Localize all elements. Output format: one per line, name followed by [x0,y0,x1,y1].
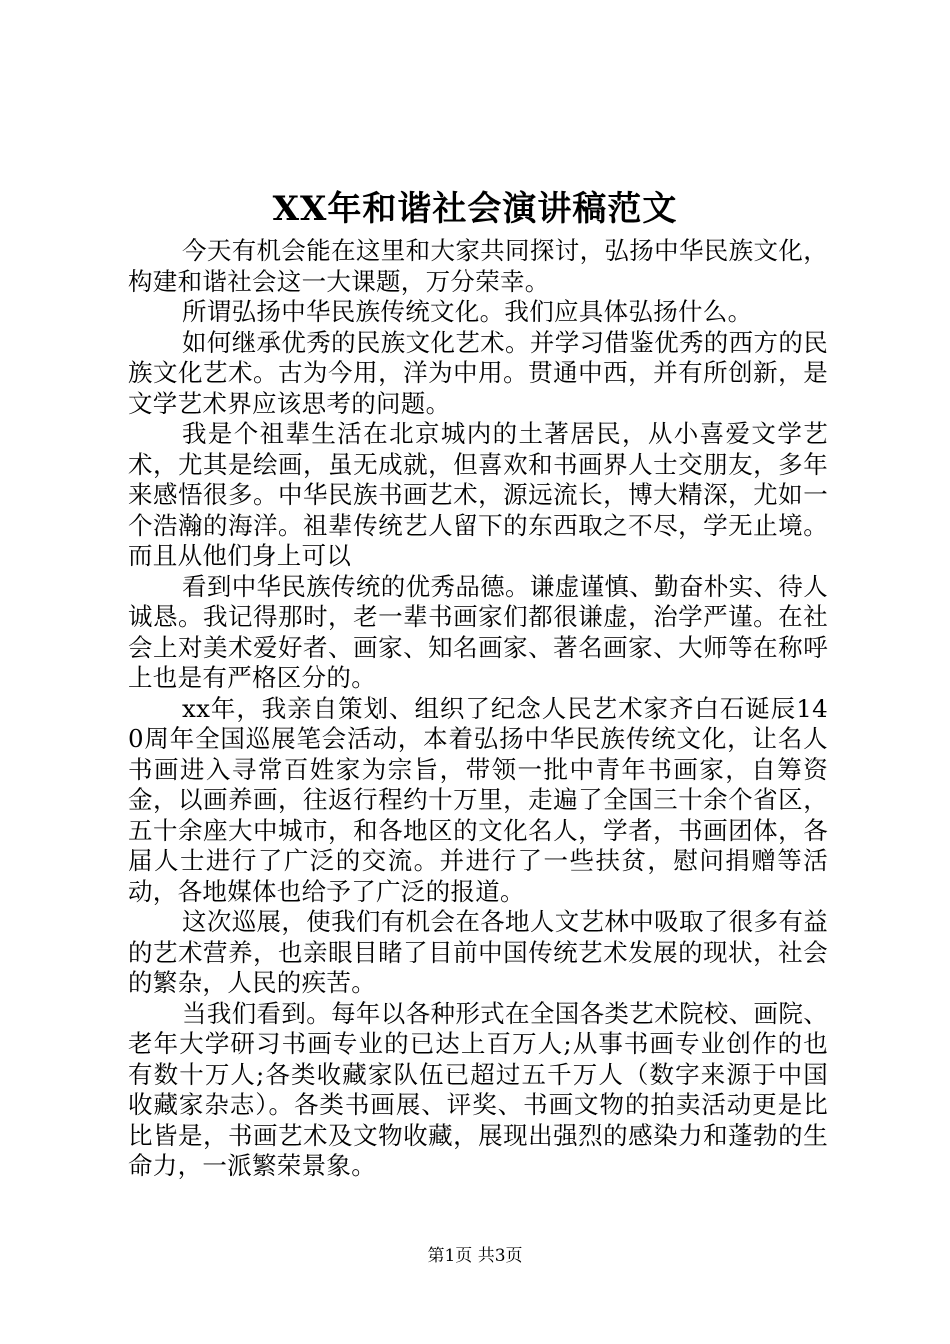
paragraph-1: 今天有机会能在这里和大家共同探讨，弘扬中华民族文化，构建和谐社会这一大课题，万分荣幸。 [128,236,828,296]
paragraph-8: 当我们看到。每年以各种形式在全国各类艺术院校、画院、老年大学研习书画专业的已达上百万人;从事书画专业创作的也有数十万人;各类收藏家队伍已超过五千万人（数字来源于中国收藏家杂志）。各类书画展、评奖、书画文物的拍卖活动更是比比皆是，书画艺术及文物收藏，展现出强烈的感染力和蓬勃的生命力，一派繁荣景象。 [128,998,828,1180]
paragraph-3: 如何继承优秀的民族文化艺术。并学习借鉴优秀的西方的民族文化艺术。古为今用，洋为中用。贯通中西，并有所创新，是文学艺术界应该思考的问题。 [128,327,828,418]
document-title: XX年和谐社会演讲稿范文 [272,189,678,229]
page-footer: 第1页 共3页 [427,1246,523,1266]
paragraph-4: 我是个祖辈生活在北京城内的土著居民，从小喜爱文学艺术，尤其是绘画，虽无成就，但喜欢和书画界人士交朋友，多年来感悟很多。中华民族书画艺术，源远流长，博大精深，尤如一个浩瀚的海洋。祖辈传统艺人留下的东西取之不尽，学无止境。而且从他们身上可以 [128,419,828,570]
paragraph-7: 这次巡展，使我们有机会在各地人文艺林中吸取了很多有益的艺术营养，也亲眼目睹了目前中国传统艺术发展的现状，社会的繁杂，人民的疾苦。 [128,907,828,997]
paragraph-6: xx年，我亲自策划、组织了纪念人民艺术家齐白石诞辰140周年全国巡展笔会活动，本着弘扬中华民族传统文化，让名人书画进入寻常百姓家为宗旨，带领一批中青年书画家，自筹资金，以画养画，往返行程约十万里，走遍了全国三十余个省区，五十余座大中城市，和各地区的文化名人，学者，书画团体，各届人士进行了广泛的交流。并进行了一些扶贫，慰问捐赠等活动，各地媒体也给予了广泛的报道。 [128,693,828,906]
paragraph-2: 所谓弘扬中华民族传统文化。我们应具体弘扬什么。 [182,297,753,326]
paragraph-5: 看到中华民族传统的优秀品德。谦虚谨慎、勤奋朴实、待人诚恳。我记得那时，老一辈书画家们都很谦虚，治学严谨。在社会上对美术爱好者、画家、知名画家、著名画家、大师等在称呼上也是有严格区分的。 [128,571,828,692]
document-body [128,236,828,1182]
